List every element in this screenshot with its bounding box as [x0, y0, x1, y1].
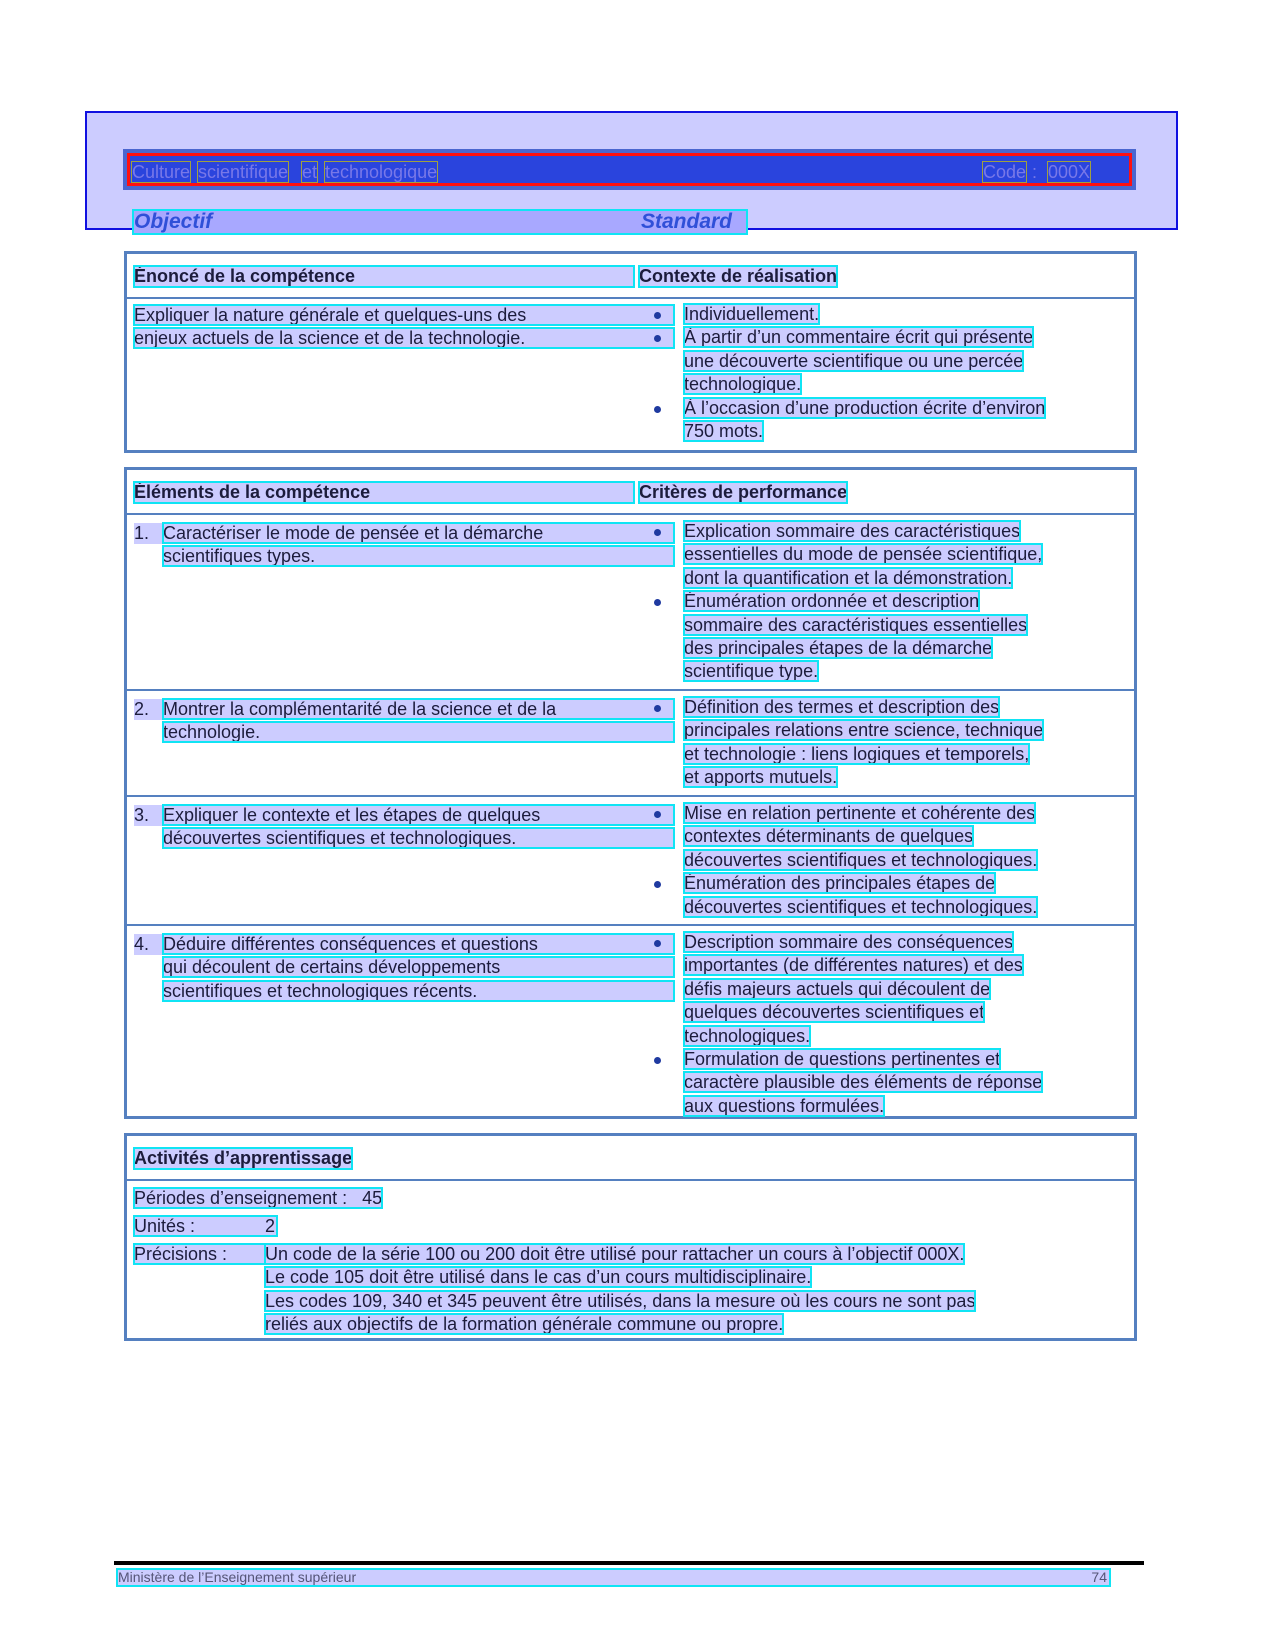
- elements-header: Éléments de la compétence: [134, 482, 634, 503]
- critere-text: découvertes scientifiques et technologiques.: [684, 849, 1038, 870]
- element-number: 1.: [134, 523, 150, 543]
- critere-text: scientifique type.: [684, 661, 819, 682]
- enonce-text: enjeux actuels de la science et de la technologie.: [134, 328, 674, 348]
- critere-text: découvertes scientifiques et technologiques.: [684, 896, 1038, 917]
- critere-text: importantes (de différentes natures) et des: [684, 955, 1023, 976]
- course-title-bar: [123, 149, 1136, 190]
- element-number: 2.: [134, 699, 150, 719]
- bullet-icon: [654, 406, 661, 413]
- bullet-icon: [654, 599, 661, 606]
- critere-text: technologiques.: [684, 1025, 811, 1046]
- element-text: découvertes scientifiques et technologiques.: [163, 828, 674, 848]
- critere-text: quelques découvertes scientifiques et: [684, 1002, 985, 1023]
- precisions-text: Le code 105 doit être utilisé dans le cas d’un cours multidisciplinaire.: [265, 1267, 812, 1288]
- element-text: Déduire différentes conséquences et questions: [163, 934, 674, 954]
- bullet-icon: [654, 881, 661, 888]
- critere-text: essentielles du mode de pensée scientifique,: [684, 544, 1043, 565]
- critere-text: Description sommaire des conséquences: [684, 932, 1014, 952]
- unites-value: 2: [265, 1216, 276, 1236]
- element-row: [127, 691, 1134, 797]
- precisions-text: Un code de la série 100 ou 200 doit être utilisé pour rattacher un cours à l’objectif 000X.: [265, 1244, 965, 1264]
- contexte-item: À l’occasion d’une production écrite d’environ: [684, 397, 1046, 418]
- enonce-header: Énoncé de la compétence: [134, 266, 634, 287]
- activites-header: Activités d’apprentissage: [134, 1148, 353, 1168]
- critere-text: Énumération ordonnée et description: [684, 591, 980, 612]
- enonce-table: [124, 251, 1137, 453]
- element-row: [127, 926, 1134, 1121]
- enonce-text: Expliquer la nature générale et quelques-uns des: [134, 305, 674, 325]
- unites-field: [134, 1216, 277, 1236]
- page-number: 74: [1091, 1569, 1107, 1585]
- element-text: Montrer la complémentarité de la science et de la: [163, 699, 674, 719]
- code-separator: :: [1032, 162, 1038, 182]
- element-text: scientifiques types.: [163, 546, 674, 566]
- critere-text: dont la quantification et la démonstration.: [684, 567, 1013, 588]
- standard-label: Standard: [641, 210, 733, 233]
- code-value: 000X: [1048, 162, 1091, 182]
- element-row: [127, 797, 1134, 926]
- periodes-value: 45: [362, 1188, 383, 1208]
- critere-text: aux questions formulées.: [684, 1095, 885, 1116]
- title-word: et: [302, 162, 318, 182]
- element-text: technologie.: [163, 722, 674, 742]
- bullet-icon: [654, 335, 661, 342]
- precisions-text: Les codes 109, 340 et 345 peuvent être utilisés, dans la mesure où les cours ne sont pas: [265, 1290, 976, 1311]
- element-text: qui découlent de certains développements: [163, 957, 674, 977]
- critere-text: principales relations entre science, technique: [684, 720, 1044, 741]
- bullet-icon: [654, 1057, 661, 1064]
- element-row: [127, 515, 1134, 691]
- bullet-icon: [654, 940, 661, 947]
- critere-text: et technologie : liens logiques et temporels,: [684, 743, 1030, 764]
- footer-ministry: Ministère de l’Enseignement supérieur: [118, 1569, 357, 1585]
- activites-table: [124, 1133, 1137, 1341]
- contexte-item: 750 mots.: [684, 420, 764, 441]
- title-word: technologique: [325, 162, 438, 182]
- critere-text: Définition des termes et description des: [684, 697, 1000, 717]
- critere-text: Formulation de questions pertinentes et: [684, 1048, 1001, 1069]
- critere-text: des principales étapes de la démarche: [684, 637, 993, 658]
- critere-text: Énumération des principales étapes de: [684, 873, 996, 894]
- code-label: Code: [983, 162, 1027, 182]
- title-word: scientifique: [198, 162, 289, 182]
- bullet-icon: [654, 811, 661, 818]
- critere-text: et apports mutuels.: [684, 767, 838, 788]
- contexte-item: Individuellement.: [684, 304, 820, 324]
- contexte-header: Contexte de réalisation: [639, 266, 838, 286]
- title-word: Culture: [132, 162, 191, 182]
- elements-table: [124, 467, 1137, 1119]
- contexte-item: À partir d’un commentaire écrit qui présente: [684, 327, 1034, 348]
- periodes-label: Périodes d’enseignement :: [134, 1188, 348, 1208]
- critere-text: Explication sommaire des caractéristiques: [684, 521, 1021, 541]
- element-number: 4.: [134, 934, 150, 954]
- element-text: Caractériser le mode de pensée et la démarche: [163, 523, 674, 543]
- critere-text: contextes déterminants de quelques: [684, 826, 974, 847]
- contexte-item: technologique.: [684, 374, 802, 395]
- critere-text: défis majeurs actuels qui découlent de: [684, 978, 991, 999]
- unites-label: Unités :: [134, 1216, 196, 1236]
- footer: [118, 1570, 1109, 1585]
- footer-rule: [114, 1561, 1144, 1565]
- bullet-icon: [654, 529, 661, 536]
- critere-text: Mise en relation pertinente et cohérente des: [684, 803, 1036, 823]
- contexte-item: une découverte scientifique ou une percée: [684, 350, 1024, 371]
- critere-text: sommaire des caractéristiques essentielles: [684, 614, 1028, 635]
- precisions-label: Précisions :: [134, 1244, 265, 1264]
- objectif-standard-row: [134, 211, 746, 233]
- criteres-header: Critères de performance: [639, 482, 848, 502]
- bullet-icon: [654, 705, 661, 712]
- critere-text: caractère plausible des éléments de réponse: [684, 1072, 1043, 1093]
- objectif-label: Objectif: [134, 210, 213, 233]
- element-text: Expliquer le contexte et les étapes de quelques: [163, 805, 674, 825]
- precisions-text: reliés aux objectifs de la formation générale commune ou propre.: [265, 1314, 784, 1335]
- element-number: 3.: [134, 805, 150, 825]
- element-text: scientifiques et technologiques récents.: [163, 981, 674, 1001]
- periodes-field: [134, 1188, 382, 1208]
- bullet-icon: [654, 312, 661, 319]
